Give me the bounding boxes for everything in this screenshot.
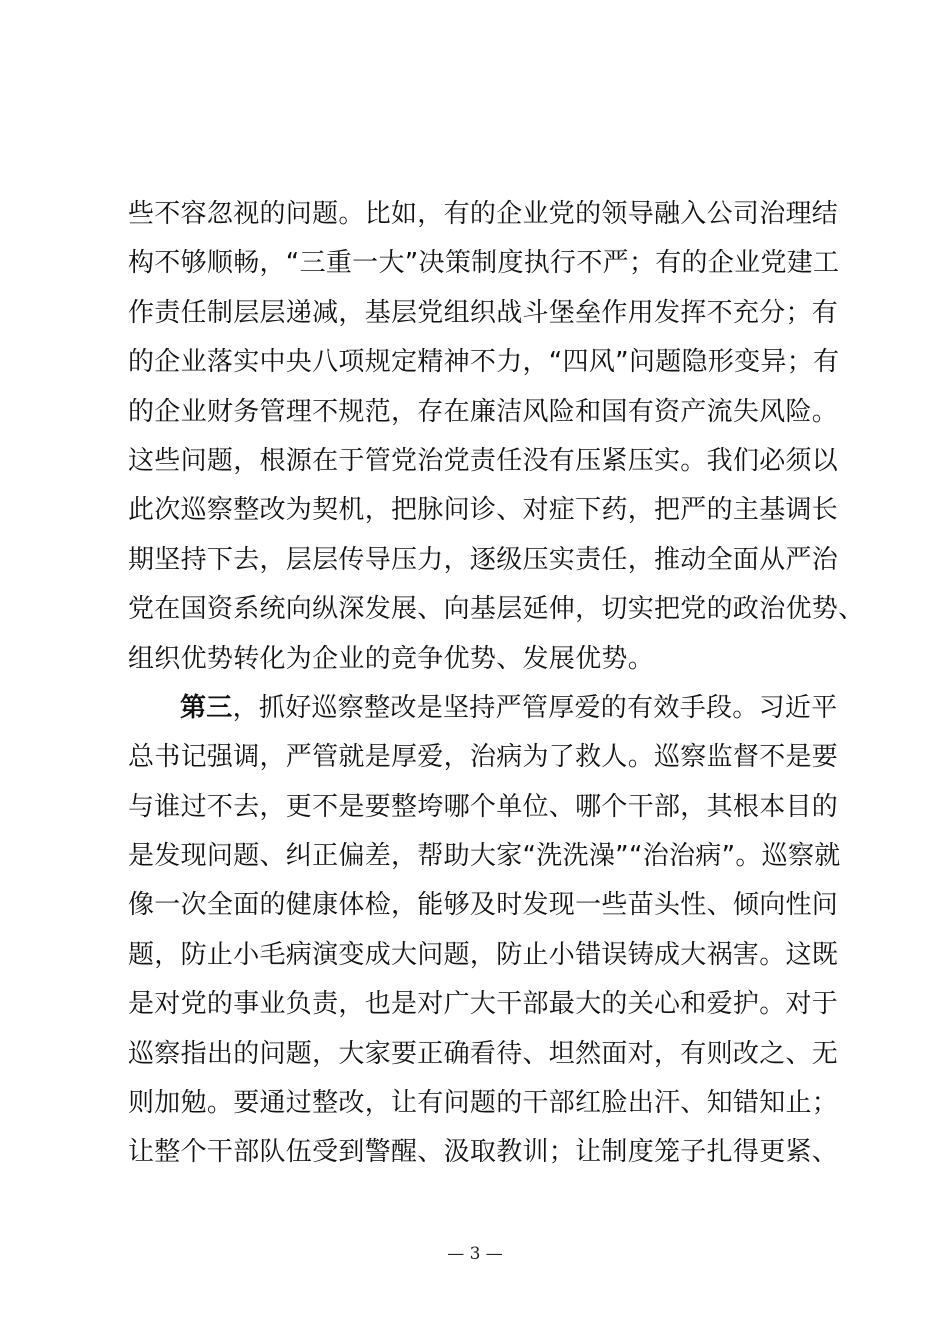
paragraph-first-line <box>128 684 840 733</box>
text-line: 此次巡察整改为契机，把脉问诊、对症下药，把严的主基调长 <box>128 495 839 526</box>
text-line: 些不容忽视的问题。比如，有的企业党的领导融入公司治理结 <box>128 199 839 229</box>
text-line: 是对党的事业负责，也是对广大干部最大的关心和爱护。对于 <box>128 989 839 1020</box>
text-line: 期坚持下去，层层传导压力，逐级压实责任，推动全面从严治 <box>128 544 839 575</box>
text-line: 总书记强调，严管就是厚爱，治病为了救人。巡察监督不是要 <box>128 742 839 773</box>
paragraph-first-text: ，抓好巡察整改是坚持严管厚爱的有效手段。习近平 <box>232 692 838 723</box>
text-line: 题，防止小毛病演变成大问题，防止小错误铸成大祸害。这既 <box>128 939 839 970</box>
text-line: 的企业落实中央八项规定精神不力，“四风”问题隐形变异；有 <box>128 347 840 378</box>
text-line: 构不够顺畅，“三重一大”决策制度执行不严；有的企业党建工 <box>128 248 840 279</box>
body-text <box>128 190 865 1178</box>
page-number: — 3 — <box>447 1244 503 1264</box>
text-line: 让整个干部队伍受到警醒、汲取教训；让制度笼子扎得更紧、 <box>128 1137 839 1168</box>
paragraph-lead: 第三 <box>180 692 233 723</box>
text-line: 党在国资系统向纵深发展、向基层延伸，切实把党的政治优势、 <box>128 594 865 625</box>
text-line: 像一次全面的健康体检，能够及时发现一些苗头性、倾向性问 <box>128 890 839 921</box>
text-line: 作责任制层层递减，基层党组织战斗堡垒作用发挥不充分；有 <box>128 297 839 328</box>
text-line: 的企业财务管理不规范，存在廉洁风险和国有资产流失风险。 <box>128 396 839 427</box>
text-line: 这些问题，根源在于管党治党责任没有压紧压实。我们必须以 <box>128 445 839 476</box>
text-line: 巡察指出的问题，大家要正确看待、坦然面对，有则改之、无 <box>128 1038 839 1069</box>
text-line: 是发现问题、纠正偏差，帮助大家“洗洗澡”“治治病”。巡察就 <box>128 841 841 872</box>
text-line: 则加勉。要通过整改，让有问题的干部红脸出汗、知错知止； <box>128 1088 839 1119</box>
text-line: 与谁过不去，更不是要整垮哪个单位、哪个干部，其根本目的 <box>128 791 839 822</box>
text-line: 组织优势转化为企业的竞争优势、发展优势。 <box>128 643 655 674</box>
